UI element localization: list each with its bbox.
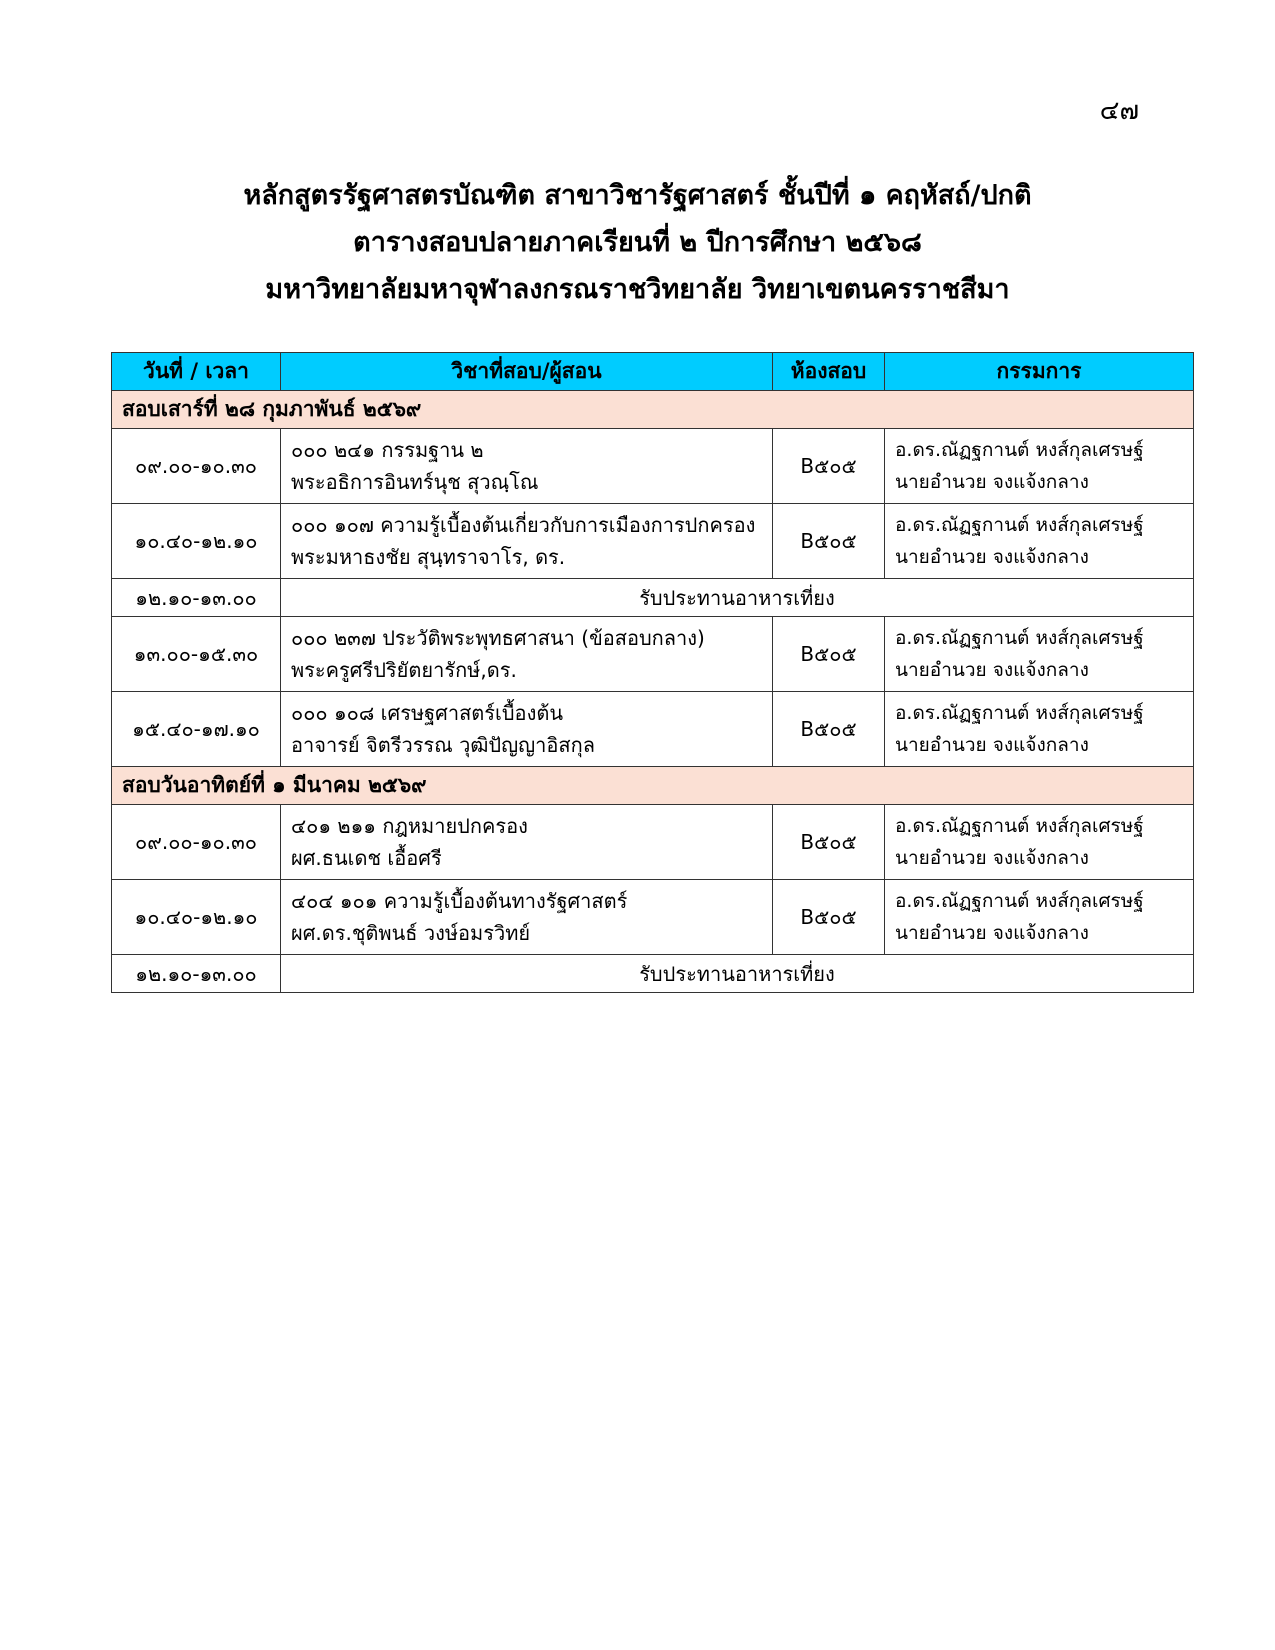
day-label: สอบเสาร์ที่ ๒๘ กุมภาพันธ์ ๒๕๖๙ <box>112 391 1194 429</box>
teacher-name: ผศ.ดร.ชุติพนธ์ วงษ์อมรวิทย์ <box>291 921 531 945</box>
day-label: สอบวันอาทิตย์ที่ ๑ มีนาคม ๒๕๖๙ <box>112 767 1194 805</box>
subject-cell <box>281 617 773 692</box>
committee-member: นายอำนวย จงแจ้งกลาง <box>895 471 1089 493</box>
committee-member: นายอำนวย จงแจ้งกลาง <box>895 734 1089 756</box>
committee-member: อ.ดร.ณัฏฐกานต์ หงส์กุลเศรษฐ์ <box>895 702 1144 724</box>
exam-time: ๐๙.๐๐-๑๐.๓๐ <box>112 805 281 880</box>
exam-time: ๑๐.๔๐-๑๒.๑๐ <box>112 880 281 955</box>
committee-member: นายอำนวย จงแจ้งกลาง <box>895 659 1089 681</box>
committee-cell <box>885 504 1194 579</box>
exam-room: B๕๐๕ <box>773 617 885 692</box>
committee-cell <box>885 617 1194 692</box>
exam-time: ๑๕.๔๐-๑๗.๑๐ <box>112 692 281 767</box>
header-committee: กรรมการ <box>885 353 1194 391</box>
committee-member: อ.ดร.ณัฏฐกานต์ หงส์กุลเศรษฐ์ <box>895 627 1144 649</box>
university-title: มหาวิทยาลัยมหาจุฬาลงกรณราชวิทยาลัย วิทยาเขตนครราชสีมา <box>265 274 1010 305</box>
header-date-time: วันที่ / เวลา <box>112 353 281 391</box>
committee-member: นายอำนวย จงแจ้งกลาง <box>895 922 1089 944</box>
lunch-label: รับประทานอาหารเที่ยง <box>281 579 1194 617</box>
subject-name: ๐๐๐ ๑๐๘ เศรษฐศาสตร์เบื้องต้น <box>291 701 563 725</box>
lunch-row <box>112 955 1194 993</box>
lunch-row <box>112 579 1194 617</box>
committee-member: อ.ดร.ณัฏฐกานต์ หงส์กุลเศรษฐ์ <box>895 890 1144 912</box>
subject-cell <box>281 805 773 880</box>
schedule-title: ตารางสอบปลายภาคเรียนที่ ๒ ปีการศึกษา ๒๕๖๘ <box>353 227 922 258</box>
table-row <box>112 880 1194 955</box>
table-row <box>112 617 1194 692</box>
lunch-time: ๑๒.๑๐-๑๓.๐๐ <box>112 955 281 993</box>
day-row <box>112 391 1194 429</box>
exam-room: B๕๐๕ <box>773 429 885 504</box>
committee-member: อ.ดร.ณัฏฐกานต์ หงส์กุลเศรษฐ์ <box>895 815 1144 837</box>
subject-name: ๔๐๑ ๒๑๑ กฎหมายปกครอง <box>291 814 528 838</box>
teacher-name: ผศ.ธนเดช เอื้อศรี <box>291 846 442 870</box>
committee-member: อ.ดร.ณัฏฐกานต์ หงส์กุลเศรษฐ์ <box>895 439 1144 461</box>
committee-cell <box>885 880 1194 955</box>
exam-schedule-table <box>111 352 1194 993</box>
committee-cell <box>885 805 1194 880</box>
header-exam-room: ห้องสอบ <box>773 353 885 391</box>
teacher-name: พระมหาธงชัย สุนฺทราจาโร, ดร. <box>291 545 566 569</box>
header-subject-teacher: วิชาที่สอบ/ผู้สอน <box>281 353 773 391</box>
committee-member: นายอำนวย จงแจ้งกลาง <box>895 847 1089 869</box>
exam-room: B๕๐๕ <box>773 692 885 767</box>
exam-room: B๕๐๕ <box>773 805 885 880</box>
table-row <box>112 504 1194 579</box>
page-number: ๔๗ <box>1099 96 1139 126</box>
subject-cell <box>281 429 773 504</box>
table-header-row <box>112 353 1194 391</box>
subject-name: ๐๐๐ ๑๐๗ ความรู้เบื้องต้นเกี่ยวกับการเมืองการปกครอง <box>291 513 756 537</box>
subject-cell <box>281 504 773 579</box>
committee-member: นายอำนวย จงแจ้งกลาง <box>895 546 1089 568</box>
lunch-time: ๑๒.๑๐-๑๓.๐๐ <box>112 579 281 617</box>
subject-name: ๐๐๐ ๒๓๗ ประวัติพระพุทธศาสนา (ข้อสอบกลาง) <box>291 626 705 650</box>
teacher-name: อาจารย์ จิตรีวรรณ วุฒิปัญญาอิสกุล <box>291 733 595 757</box>
exam-time: ๐๙.๐๐-๑๐.๓๐ <box>112 429 281 504</box>
table-row <box>112 429 1194 504</box>
teacher-name: พระครูศรีปริยัตยารักษ์,ดร. <box>291 658 517 682</box>
subject-cell <box>281 692 773 767</box>
exam-time: ๑๓.๐๐-๑๕.๓๐ <box>112 617 281 692</box>
subject-name: ๔๐๔ ๑๐๑ ความรู้เบื้องต้นทางรัฐศาสตร์ <box>291 889 628 913</box>
program-title: หลักสูตรรัฐศาสตรบัณฑิต สาขาวิชารัฐศาสตร์ ชั้นปีที่ ๑ คฤหัสถ์/ปกติ <box>243 180 1032 211</box>
subject-cell <box>281 880 773 955</box>
lunch-label: รับประทานอาหารเที่ยง <box>281 955 1194 993</box>
day-row <box>112 767 1194 805</box>
subject-name: ๐๐๐ ๒๔๑ กรรมฐาน ๒ <box>291 438 484 462</box>
committee-cell <box>885 692 1194 767</box>
table-row <box>112 805 1194 880</box>
document-titles <box>0 172 1275 313</box>
committee-cell <box>885 429 1194 504</box>
committee-member: อ.ดร.ณัฏฐกานต์ หงส์กุลเศรษฐ์ <box>895 514 1144 536</box>
table-row <box>112 692 1194 767</box>
teacher-name: พระอธิการอินทร์นุช สุวณฺโณ <box>291 470 539 494</box>
exam-room: B๕๐๕ <box>773 504 885 579</box>
exam-time: ๑๐.๔๐-๑๒.๑๐ <box>112 504 281 579</box>
exam-room: B๕๐๕ <box>773 880 885 955</box>
